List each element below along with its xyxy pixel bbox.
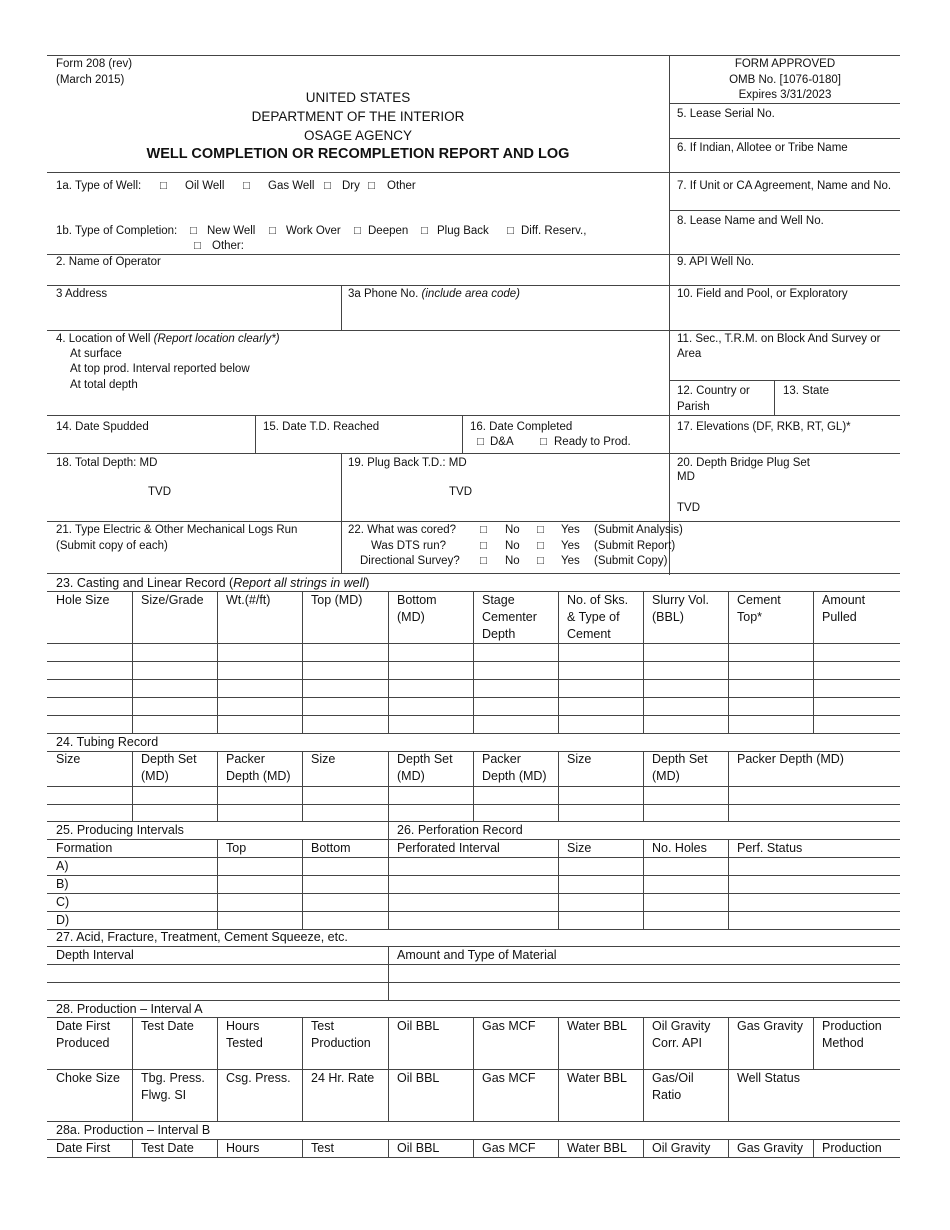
divider [132,1017,133,1069]
casing-header-0: Hole Size [56,593,110,607]
divider [217,751,218,821]
casing-header-3: Top (MD) [311,593,363,607]
tubing-header-6: Size [567,752,592,766]
gas-well-checkbox[interactable]: □ [243,180,250,192]
divider [132,751,133,821]
cored-yes-checkbox[interactable]: □ [537,524,544,536]
casing-record-title: 23. Casting and Linear Record (Report all strings in well) [56,576,370,590]
divider [302,751,303,821]
divider [728,1017,729,1069]
divider [558,1069,559,1121]
casing-header-8: Top* [737,610,763,624]
work-over-checkbox[interactable]: □ [269,225,276,237]
directional-no-label: No [505,555,520,567]
divider [341,453,342,521]
ready-label: Ready to Prod. [554,436,631,448]
production-a-header-0: Date First [56,1019,111,1033]
divider [47,982,900,983]
divider [669,210,900,211]
cored-no-checkbox[interactable]: □ [480,524,487,536]
divider [774,380,775,415]
production-a-row2-header-6: Water BBL [567,1071,627,1085]
divider [728,591,729,733]
casing-header-4: (MD) [397,610,425,624]
divider [473,1139,474,1157]
top-header: Top [226,841,247,855]
electric-logs-label: 21. Type Electric & Other Mechanical Logs Run [56,524,298,536]
tubing-header-4: Depth Set [397,752,453,766]
divider [302,1139,303,1157]
production-a-row2-header-0: Choke Size [56,1071,120,1085]
diff-reserv-checkbox[interactable]: □ [507,225,514,237]
da-label: D&A [490,436,514,448]
casing-header-6: & Type of [567,610,620,624]
casing-header-7: (BBL) [652,610,684,624]
divider [302,1017,303,1069]
bridge-plug-tvd: TVD [677,502,700,514]
da-checkbox[interactable]: □ [477,436,484,448]
divider [388,946,389,1000]
total-depth-label: 18. Total Depth: MD [56,457,158,469]
divider [47,911,900,912]
divider [558,1139,559,1157]
plug-back-td-label: 19. Plug Back T.D.: MD [348,457,467,469]
divider [47,573,900,574]
divider [47,330,900,331]
production-b-header-2: Hours [226,1141,260,1155]
country-label: 12. Country or [677,385,750,397]
type-of-completion-label: 1b. Type of Completion: [56,225,178,237]
production-a-header-7: Oil Gravity [652,1019,711,1033]
divider [388,751,389,821]
production-b-header-6: Water BBL [567,1141,627,1155]
production-b-header-3: Test [311,1141,334,1155]
operator-name-label: 2. Name of Operator [56,256,161,268]
no-holes-header: No. Holes [652,841,707,855]
ready-checkbox[interactable]: □ [540,436,547,448]
acid-fracture-title: 27. Acid, Fracture, Treatment, Cement Squeeze, etc. [56,930,348,944]
divider [643,839,644,929]
divider [255,415,256,453]
production-a-title: 28. Production – Interval A [56,1002,203,1016]
production-b-header-7: Oil Gravity [652,1141,711,1155]
production-b-title: 28a. Production – Interval B [56,1123,211,1137]
form-number: Form 208 (rev) [56,58,133,70]
divider [132,591,133,733]
tubing-header-2: Depth (MD) [226,769,291,783]
production-a-header-9: Method [822,1036,864,1050]
perf-status-header: Perf. Status [737,841,803,855]
divider [47,875,900,876]
casing-header-7: Slurry Vol. [652,593,709,607]
deepen-label: Deepen [368,225,409,237]
divider [47,521,900,522]
production-a-header-7: Corr. API [652,1036,703,1050]
divider [728,839,729,929]
bottom-header: Bottom [311,841,351,855]
perforated-interval-header: Perforated Interval [397,841,500,855]
directional-label: Directional Survey? [360,555,460,567]
production-a-row2-header-7: Ratio [652,1088,682,1102]
plug-back-tvd: TVD [449,486,472,498]
production-b-header-1: Test Date [141,1141,194,1155]
directional-no-checkbox[interactable]: □ [480,555,487,567]
divider [47,1157,900,1158]
divider [473,1017,474,1069]
right-column-divider [669,55,670,575]
divider [558,839,559,929]
divider [302,1069,303,1121]
plug-back-checkbox[interactable]: □ [421,225,428,237]
formation-header: Formation [56,841,113,855]
cored-no-label: No [505,524,520,536]
other-completion-label: Other: [212,240,244,252]
oil-well-checkbox[interactable]: □ [160,180,167,192]
tubing-header-0: Size [56,752,81,766]
directional-yes-checkbox[interactable]: □ [537,555,544,567]
deepen-checkbox[interactable]: □ [354,225,361,237]
field-pool-label: 10. Field and Pool, or Exploratory [677,288,848,300]
unit-agreement-label: 7. If Unit or CA Agreement, Name and No. [677,180,892,192]
dry-label: Dry [342,180,360,192]
interval-row-label: A) [56,859,69,873]
dts-label: Was DTS run? [371,540,446,552]
divider [302,839,303,929]
new-well-label: New Well [207,225,256,237]
other-completion-checkbox[interactable]: □ [194,240,201,252]
sec-trm-label: 11. Sec., T.R.M. on Block And Survey or [677,333,881,345]
divider [669,138,900,139]
divider [47,172,900,173]
divider [643,591,644,733]
divider [132,1069,133,1121]
divider [47,964,900,965]
dry-checkbox[interactable]: □ [324,180,331,192]
directional-submit: (Submit Copy) [594,555,668,567]
divider [217,1139,218,1157]
divider [558,751,559,821]
casing-header-1: Size/Grade [141,593,204,607]
production-a-header-5: Gas MCF [482,1019,536,1033]
divider [728,1069,729,1121]
interval-row-label: C) [56,895,70,909]
divider [47,453,900,454]
at-surface-label: At surface [70,348,122,360]
cored-submit: (Submit Analysis) [594,524,683,536]
interval-row-label: D) [56,913,70,927]
divider [473,751,474,821]
tubing-header-7: Depth Set [652,752,708,766]
divider [643,1139,644,1157]
divider [47,285,900,286]
diff-reserv-label: Diff. Reserv., [521,225,587,237]
casing-header-9: Amount [822,593,866,607]
depth-interval-header: Depth Interval [56,948,134,962]
location-label: 4. Location of Well (Report location clearly*) [56,333,280,345]
production-b-header-9: Production [822,1141,882,1155]
tubing-header-1: Depth Set [141,752,197,766]
divider [643,1017,644,1069]
divider [341,285,342,330]
tubing-header-5: Packer [482,752,521,766]
cored-label: 22. What was cored? [348,524,457,536]
tubing-header-8: Packer Depth (MD) [737,752,844,766]
divider [47,733,900,734]
casing-header-5: Stage [482,593,515,607]
divider [473,591,474,733]
divider [643,751,644,821]
dts-no-checkbox[interactable]: □ [480,540,487,552]
production-b-header-8: Gas Gravity [737,1141,803,1155]
production-a-header-8: Gas Gravity [737,1019,803,1033]
parish-label: Parish [677,401,710,413]
divider [388,1069,389,1121]
top-border [47,55,900,56]
production-a-row2-header-4: Oil BBL [397,1071,440,1085]
date-td-label: 15. Date T.D. Reached [263,421,380,433]
production-a-header-3: Production [311,1036,371,1050]
page-title: WELL COMPLETION OR RECOMPLETION REPORT AND LOG [146,146,570,162]
tubing-header-7: (MD) [652,769,680,783]
tubing-header-2: Packer [226,752,265,766]
production-a-row2-header-3: 24 Hr. Rate [311,1071,375,1085]
work-over-label: Work Over [286,225,341,237]
divider [217,591,218,733]
type-of-well-label: 1a. Type of Well: [56,180,142,192]
divider [217,1069,218,1121]
divider [47,857,900,858]
directional-yes-label: Yes [561,555,580,567]
production-a-header-2: Hours [226,1019,260,1033]
casing-header-4: Bottom [397,593,437,607]
production-a-header-3: Test [311,1019,334,1033]
divider [813,591,814,733]
lease-name-label: 8. Lease Name and Well No. [677,215,824,227]
production-a-row2-header-2: Csg. Press. [226,1071,291,1085]
address-label: 3 Address [56,288,108,300]
divider [813,1017,814,1069]
divider [47,893,900,894]
dts-yes-label: Yes [561,540,580,552]
form-date: (March 2015) [56,74,125,86]
production-b-header-4: Oil BBL [397,1141,440,1155]
casing-header-5: Cementer [482,610,537,624]
state-label: 13. State [783,385,830,397]
divider [217,839,218,929]
dts-submit: (Submit Report) [594,540,676,552]
api-well-label: 9. API Well No. [677,256,755,268]
divider [669,380,900,381]
tubing-record-title: 24. Tubing Record [56,735,159,749]
lease-serial-label: 5. Lease Serial No. [677,108,775,120]
production-a-row2-header-1: Tbg. Press. [141,1071,205,1085]
electric-logs-note: (Submit copy of each) [56,540,168,552]
divider [47,415,900,416]
agency-line-1: UNITED STATES [305,90,411,105]
production-b-header-5: Gas MCF [482,1141,536,1155]
production-a-row2-header-7: Gas/Oil [652,1071,694,1085]
divider [643,1069,644,1121]
production-a-header-4: Oil BBL [397,1019,440,1033]
casing-header-9: Pulled [822,610,857,624]
other-checkbox[interactable]: □ [368,180,375,192]
tubing-header-4: (MD) [397,769,425,783]
divider [728,751,729,821]
date-completed-label: 16. Date Completed [470,421,573,433]
casing-header-6: Cement [567,627,611,641]
total-depth-tvd: TVD [148,486,171,498]
sec-trm-label-2: Area [677,348,702,360]
divider [462,415,463,453]
divider [388,1139,389,1157]
casing-header-2: Wt.(#/ft) [226,593,271,607]
casing-header-5: Depth [482,627,516,641]
dts-yes-checkbox[interactable]: □ [537,540,544,552]
agency-line-2: DEPARTMENT OF THE INTERIOR [251,109,465,124]
bridge-plug-label: 20. Depth Bridge Plug Set [677,457,810,469]
divider [302,591,303,733]
other-label: Other [387,180,416,192]
perforation-record-title: 26. Perforation Record [397,823,523,837]
plug-back-label: Plug Back [437,225,489,237]
new-well-checkbox[interactable]: □ [190,225,197,237]
amount-type-header: Amount and Type of Material [397,948,557,962]
tubing-header-5: Depth (MD) [482,769,547,783]
interval-row-label: B) [56,877,69,891]
tubing-header-1: (MD) [141,769,169,783]
perf-size-header: Size [567,841,592,855]
phone-label: 3a Phone No. (include area code) [348,288,520,300]
divider [217,1017,218,1069]
casing-header-8: Cement [737,593,781,607]
at-total-depth-label: At total depth [70,379,138,391]
cored-yes-label: Yes [561,524,580,536]
divider [341,521,342,573]
divider [558,1017,559,1069]
bridge-plug-md: MD [677,471,695,483]
production-a-row2-header-5: Gas MCF [482,1071,536,1085]
oil-well-label: Oil Well [185,180,225,192]
divider [388,1017,389,1069]
expiry-date: Expires 3/31/2023 [738,89,832,101]
at-top-prod-label: At top prod. Interval reported below [70,363,250,375]
divider [669,103,900,104]
casing-header-6: No. of Sks. [567,593,629,607]
gas-well-label: Gas Well [268,180,315,192]
divider [813,1139,814,1157]
divider [473,1069,474,1121]
production-a-header-9: Production [822,1019,882,1033]
agency-line-3: OSAGE AGENCY [303,128,413,143]
production-a-header-0: Produced [56,1036,110,1050]
tubing-header-3: Size [311,752,336,766]
production-a-header-6: Water BBL [567,1019,627,1033]
omb-number: OMB No. [1076-0180] [729,74,841,86]
production-a-row2-header-8: Well Status [737,1071,800,1085]
dts-no-label: No [505,540,520,552]
divider [558,591,559,733]
divider [728,1139,729,1157]
elevations-label: 17. Elevations (DF, RKB, RT, GL)* [677,421,851,433]
form-approved: FORM APPROVED [734,58,836,70]
indian-allotee-label: 6. If Indian, Allotee or Tribe Name [677,142,848,154]
production-a-header-1: Test Date [141,1019,194,1033]
divider [132,1139,133,1157]
production-b-header-0: Date First [56,1141,111,1155]
divider [47,254,900,255]
production-a-header-2: Tested [226,1036,263,1050]
production-a-row2-header-1: Flwg. SI [141,1088,187,1102]
divider [388,591,389,733]
date-spudded-label: 14. Date Spudded [56,421,149,433]
producing-intervals-title: 25. Producing Intervals [56,823,184,837]
